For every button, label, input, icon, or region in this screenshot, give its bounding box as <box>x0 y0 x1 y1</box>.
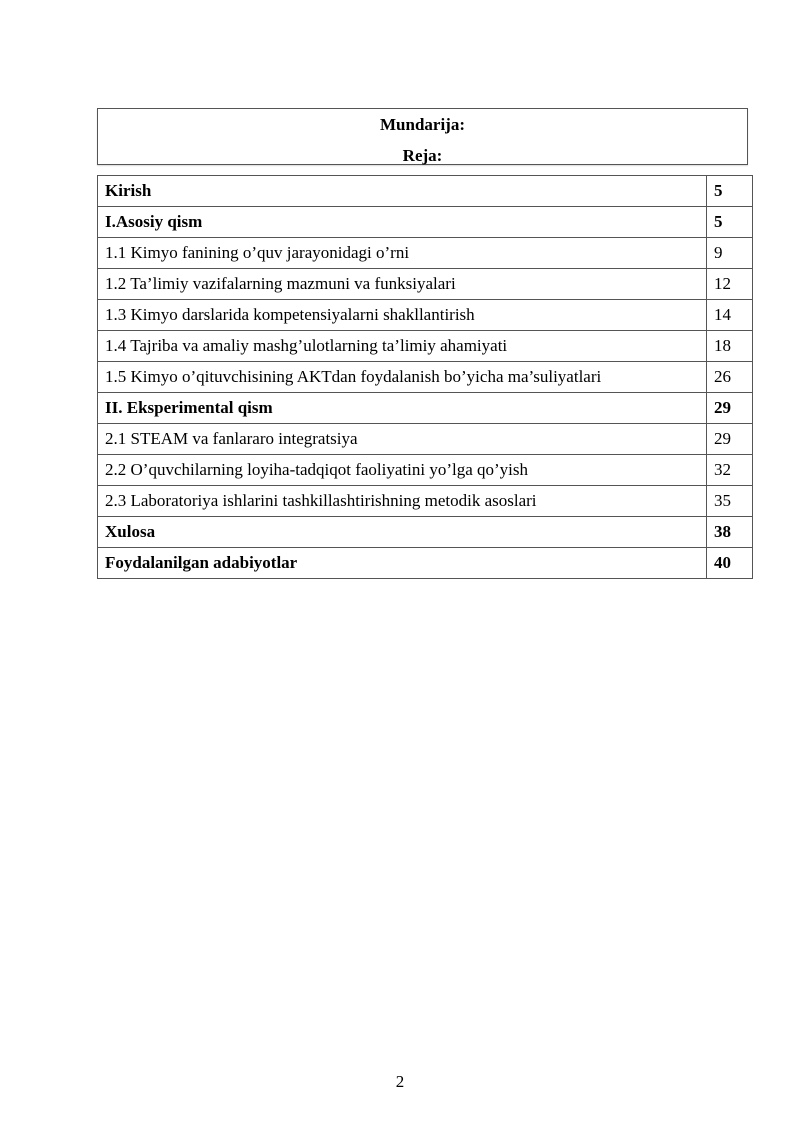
toc-row-2-1 <box>98 424 753 455</box>
toc-entry-title: I.Asosiy qism <box>98 207 707 238</box>
toc-entry-page: 40 <box>707 548 753 579</box>
page-number: 2 <box>395 1072 405 1091</box>
toc-entry-page: 35 <box>707 486 753 517</box>
toc-entry-page: 38 <box>707 517 753 548</box>
contents-title: Mundarija: <box>380 115 465 134</box>
toc-entry-title: 1.3 Kimyo darslarida kompetensiyalarni shakllantirish <box>98 300 707 331</box>
toc-entry-page: 32 <box>707 455 753 486</box>
toc-row-introduction <box>98 176 753 207</box>
toc-entry-title: 2.1 STEAM va fanlararo integratsiya <box>98 424 707 455</box>
toc-entry-page: 5 <box>707 207 753 238</box>
toc-entry-title: 1.4 Tajriba va amaliy mashg’ulotlarning ta’limiy ahamiyati <box>98 331 707 362</box>
toc-entry-title: II. Eksperimental qism <box>98 393 707 424</box>
toc-entry-page: 29 <box>707 393 753 424</box>
toc-entry-title: 2.2 O’quvchilarning loyiha-tadqiqot faoliyatini yo’lga qo’yish <box>98 455 707 486</box>
toc-row-1-3 <box>98 300 753 331</box>
toc-entry-page: 12 <box>707 269 753 300</box>
table-of-contents <box>97 175 753 579</box>
toc-row-2-3 <box>98 486 753 517</box>
plan-subtitle: Reja: <box>402 146 443 165</box>
toc-entry-title: Kirish <box>98 176 707 207</box>
toc-row-main-part <box>98 207 753 238</box>
toc-row-1-1 <box>98 238 753 269</box>
toc-row-experimental-part <box>98 393 753 424</box>
contents-header-box <box>97 108 748 165</box>
toc-entry-title: 1.2 Ta’limiy vazifalarning mazmuni va funksiyalari <box>98 269 707 300</box>
toc-row-2-2 <box>98 455 753 486</box>
toc-entry-title: Foydalanilgan adabiyotlar <box>98 548 707 579</box>
toc-entry-page: 29 <box>707 424 753 455</box>
toc-entry-title: 1.5 Kimyo o’qituvchisining AKTdan foydalanish bo’yicha ma’suliyatlari <box>98 362 707 393</box>
toc-row-conclusion <box>98 517 753 548</box>
toc-entry-page: 5 <box>707 176 753 207</box>
toc-entry-page: 9 <box>707 238 753 269</box>
toc-entry-page: 26 <box>707 362 753 393</box>
toc-entry-title: 2.3 Laboratoriya ishlarini tashkillashtirishning metodik asoslari <box>98 486 707 517</box>
toc-entry-title: 1.1 Kimyo fanining o’quv jarayonidagi o’rni <box>98 238 707 269</box>
toc-entry-page: 14 <box>707 300 753 331</box>
toc-row-1-2 <box>98 269 753 300</box>
toc-row-references <box>98 548 753 579</box>
toc-row-1-4 <box>98 331 753 362</box>
toc-row-1-5 <box>98 362 753 393</box>
toc-entry-title: Xulosa <box>98 517 707 548</box>
toc-entry-page: 18 <box>707 331 753 362</box>
